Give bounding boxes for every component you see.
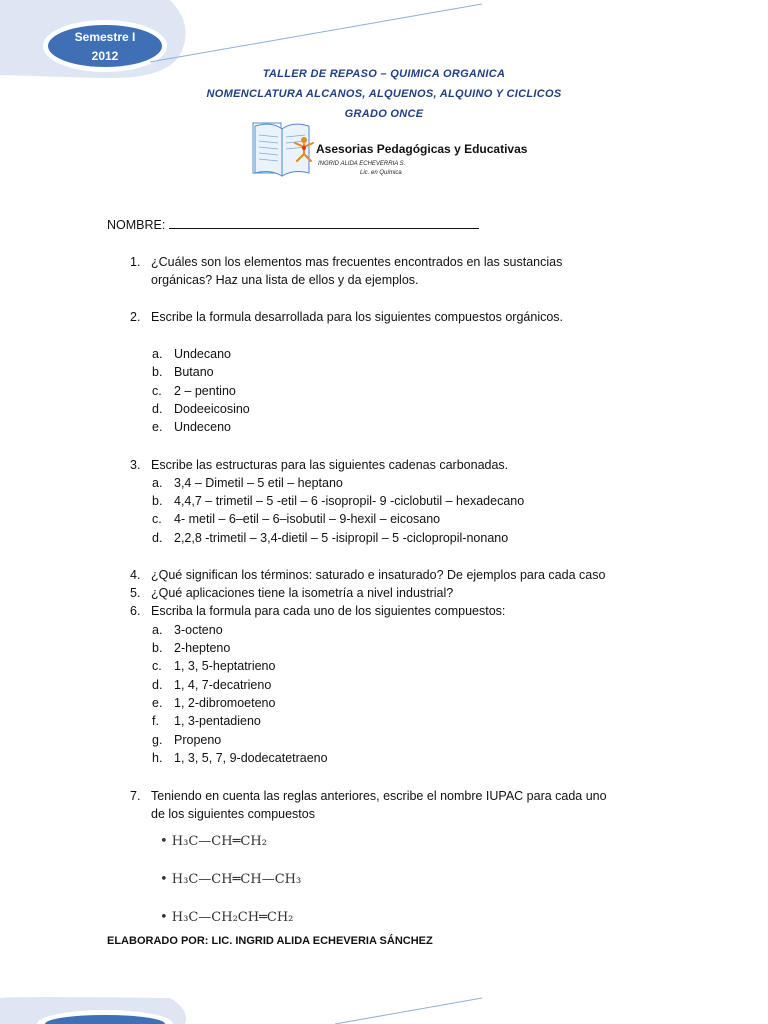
q6-item-b-letter: b. <box>152 641 163 655</box>
q6-item-c-letter: c. <box>152 659 162 673</box>
q6-item-f: 1, 3-pentadieno <box>174 714 261 728</box>
q6-number: 6. <box>130 604 141 618</box>
q5-number: 5. <box>130 586 141 600</box>
semester-year: 2012 <box>91 49 119 63</box>
q1-number: 1. <box>130 255 141 269</box>
q7-number: 7. <box>130 789 141 803</box>
q7-line-2: de los siguientes compuestos <box>151 807 315 821</box>
q6-item-h: 1, 3, 5, 7, 9-dodecatetraeno <box>174 751 328 765</box>
q2-item-b-letter: b. <box>152 365 163 379</box>
q1-line-1: ¿Cuáles son los elementos mas frecuentes encontrados en las sustancias <box>151 255 563 269</box>
q6-item-a: 3-octeno <box>174 623 223 637</box>
q6-item-c: 1, 3, 5-heptatrieno <box>174 659 276 673</box>
q6-item-b: 2-hepteno <box>174 641 231 655</box>
q3-number: 3. <box>130 458 141 472</box>
logo-name: Asesorias Pedagógicas y Educativas <box>316 142 528 156</box>
logo-degree: Lic. en Química <box>360 170 402 176</box>
q4-number: 4. <box>130 568 141 582</box>
q3-item-d-letter: d. <box>152 531 163 545</box>
q2-number: 2. <box>130 310 141 324</box>
q2-item-e: Undeceno <box>174 420 231 434</box>
q7-formula-3: • H₃C—CH₂CH═CH₂ <box>160 910 294 925</box>
q6-item-e: 1, 2-dibromoeteno <box>174 696 276 710</box>
q6-item-h-letter: h. <box>152 751 163 765</box>
semester-label: Semestre I <box>74 30 136 44</box>
q3-item-d: 2,2,8 -trimetil – 3,4-dietil – 5 -isipropil – 5 -ciclopropil-nonano <box>174 531 509 545</box>
q2-item-a-letter: a. <box>152 347 163 361</box>
nombre-label: NOMBRE: <box>107 218 166 232</box>
author-footer: ELABORADO POR: LIC. INGRID ALIDA ECHEVERIA SÁNCHEZ <box>107 935 433 947</box>
q6-item-a-letter: a. <box>152 623 163 637</box>
q2-item-d: Dodeeicosino <box>174 402 250 416</box>
q3-item-b-letter: b. <box>152 494 163 508</box>
q6-item-d: 1, 4, 7-decatrieno <box>174 678 272 692</box>
q6-item-g-letter: g. <box>152 733 163 747</box>
q5-text: ¿Qué aplicaciones tiene la isometría a nivel industrial? <box>151 586 454 600</box>
q3-item-c: 4- metil – 6–etil – 6–isobutil – 9-hexil – eicosano <box>174 512 441 526</box>
nombre-field[interactable] <box>169 216 479 229</box>
q2-item-b: Butano <box>174 365 214 379</box>
q6-item-d-letter: d. <box>152 678 163 692</box>
q6-text: Escriba la formula para cada uno de los siguientes compuestos: <box>151 604 506 618</box>
logo-author: INGRID ALIDA ECHEVERRIA S. <box>318 161 406 167</box>
q6-item-e-letter: e. <box>152 696 163 710</box>
q3-item-a-letter: a. <box>152 476 163 490</box>
q6-item-f-letter: f. <box>152 714 159 728</box>
doc-grade: GRADO ONCE <box>344 108 424 120</box>
q2-item-c: 2 – pentino <box>174 384 236 398</box>
q2-item-c-letter: c. <box>152 384 162 398</box>
q6-item-g: Propeno <box>174 733 222 747</box>
q2-text: Escribe la formula desarrollada para los siguientes compuestos orgánicos. <box>151 310 564 324</box>
q3-item-c-letter: c. <box>152 512 162 526</box>
q2-item-e-letter: e. <box>152 420 163 434</box>
doc-subtitle: NOMENCLATURA ALCANOS, ALQUENOS, ALQUINO Y CICLICOS <box>206 88 562 100</box>
q3-item-a: 3,4 – Dimetil – 5 etil – heptano <box>174 476 343 490</box>
q2-item-a: Undecano <box>174 347 231 361</box>
q3-item-b: 4,4,7 – trimetil – 5 -etil – 6 -isopropil- 9 -ciclobutil – hexadecano <box>174 494 525 508</box>
q2-item-d-letter: d. <box>152 402 163 416</box>
q7-formula-2: • H₃C—CH═CH—CH₃ <box>160 872 302 887</box>
footer-badge-graphic <box>0 990 768 1024</box>
doc-title: TALLER DE REPASO – QUIMICA ORGANICA <box>262 68 506 80</box>
q7-formula-1: • H₃C—CH═CH₂ <box>160 834 267 849</box>
q7-line-1: Teniendo en cuenta las reglas anteriores, escribe el nombre IUPAC para cada uno <box>151 789 607 803</box>
q1-line-2: orgánicas? Haz una lista de ellos y da ejemplos. <box>151 273 419 287</box>
q3-text: Escribe las estructuras para las siguientes cadenas carbonadas. <box>151 458 509 472</box>
q4-text: ¿Qué significan los términos: saturado e insaturado? De ejemplos para cada caso <box>151 568 606 582</box>
nombre-row <box>107 216 479 234</box>
